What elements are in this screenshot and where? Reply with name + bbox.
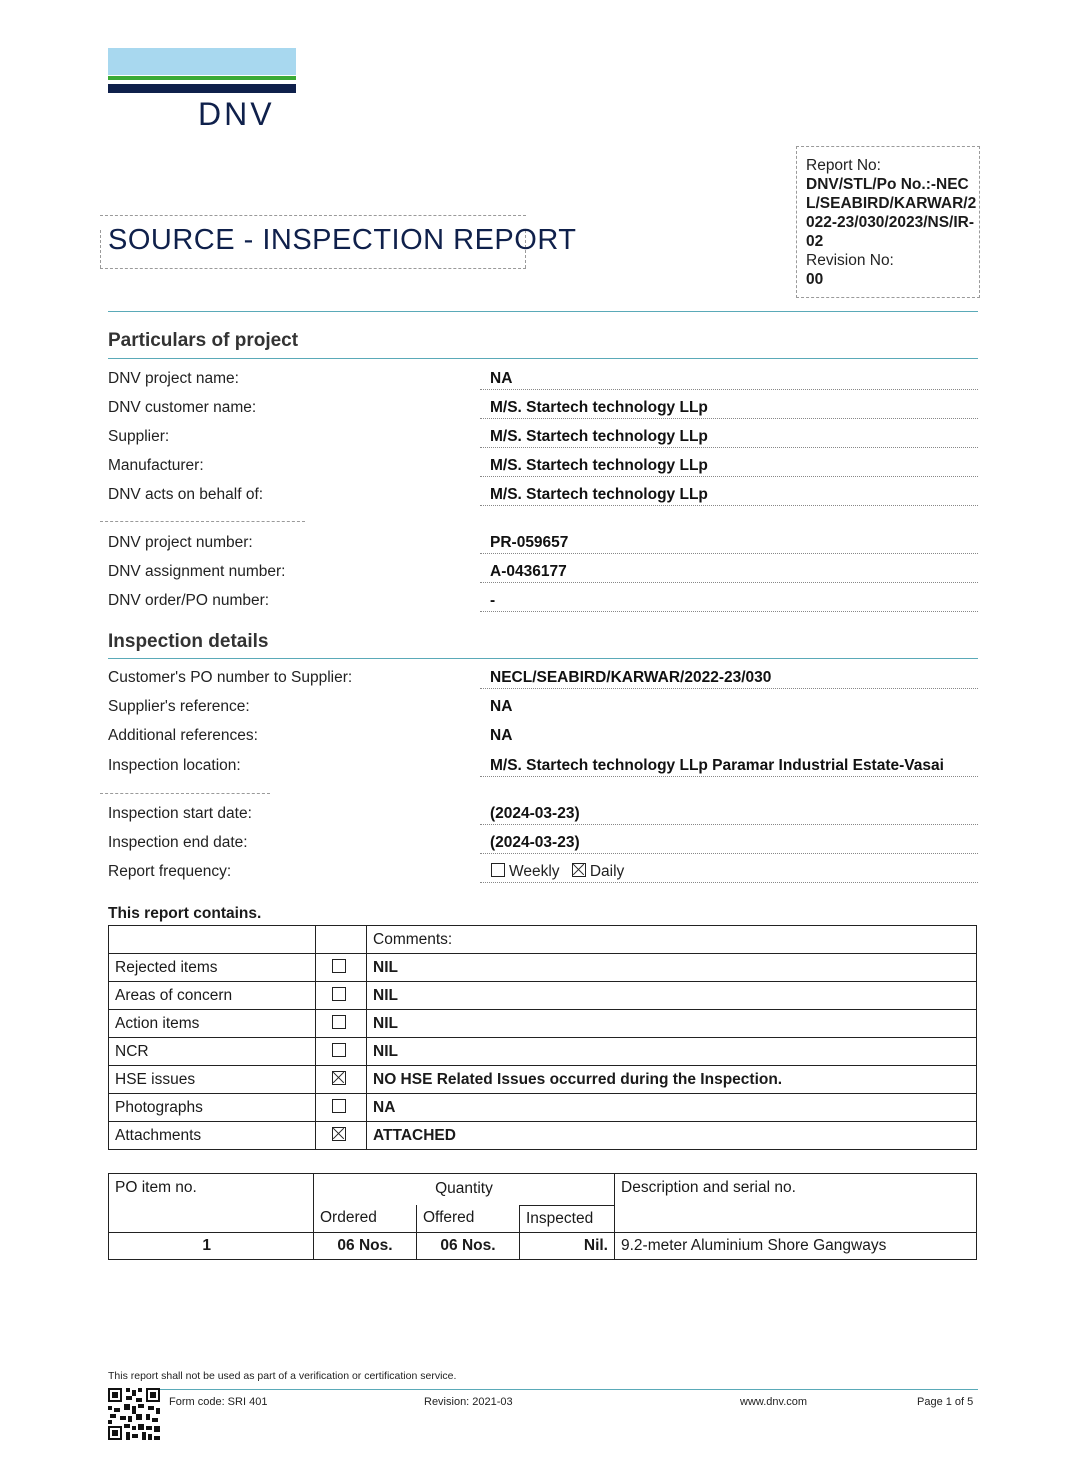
field-underline [480, 853, 978, 854]
table-cell [316, 1066, 367, 1094]
field-underline [480, 582, 978, 583]
contents-row-comment: NIL [367, 1038, 977, 1066]
po-item-table [108, 1173, 977, 1260]
footer-form-code: Form code: SRI 401 [169, 1396, 268, 1408]
project-name-label: DNV project name: [108, 370, 239, 387]
project-section-divider [108, 358, 978, 359]
inspected-quantity: Nil. [520, 1232, 615, 1259]
field-underline [480, 476, 978, 477]
field-underline [480, 688, 978, 689]
report-contents-table [108, 925, 977, 1150]
contents-row-comment: NO HSE Related Issues occurred during the Inspection. [367, 1066, 977, 1094]
order-po-number-label: DNV order/PO number: [108, 592, 270, 609]
table-cell [316, 982, 367, 1010]
description-header: Description and serial no. [615, 1174, 977, 1206]
contents-row-label: Action items [109, 1010, 316, 1038]
start-date-value: (2024-03-23) [490, 805, 580, 822]
item-description: 9.2-meter Aluminium Shore Gangways [615, 1232, 977, 1259]
end-date-value: (2024-03-23) [490, 834, 580, 851]
additional-references-label: Additional references: [108, 727, 258, 744]
inspection-location-label: Inspection location: [108, 757, 241, 774]
table-row [109, 1066, 977, 1094]
inspection-location-value: M/S. Startech technology LLp Paramar Industrial Estate-Vasai [490, 757, 944, 774]
inspection-section-heading: Inspection details [108, 631, 269, 652]
customer-name-value: M/S. Startech technology LLp [490, 399, 708, 416]
field-underline [480, 389, 978, 390]
table-cell [316, 954, 367, 982]
field-underline [480, 611, 978, 612]
start-date-label: Inspection start date: [108, 805, 252, 822]
qr-code-icon [108, 1388, 160, 1440]
supplier-label: Supplier: [108, 428, 170, 445]
supplier-reference-value: NA [490, 698, 513, 715]
supplier-value: M/S. Startech technology LLp [490, 428, 708, 445]
checkbox-icon[interactable] [332, 1099, 346, 1113]
frequency-weekly-option[interactable] [491, 863, 564, 880]
supplier-reference-label: Supplier's reference: [108, 698, 250, 715]
acts-on-behalf-label: DNV acts on behalf of: [108, 486, 264, 503]
manufacturer-label: Manufacturer: [108, 457, 204, 474]
checkbox-icon[interactable] [332, 959, 346, 973]
report-info [806, 156, 978, 289]
offered-header: Offered [417, 1205, 520, 1232]
end-date-label: Inspection end date: [108, 834, 248, 851]
footer-page-number: Page 1 of 5 [917, 1396, 974, 1408]
report-no-label: Report No: [806, 157, 881, 174]
field-underline [480, 418, 978, 419]
contents-row-comment: ATTACHED [367, 1122, 977, 1150]
logo-bar-green [108, 76, 296, 80]
logo-text: DNV [198, 96, 275, 132]
contents-row-label: Rejected items [109, 954, 316, 982]
table-row [109, 1094, 977, 1122]
contents-row-comment: NIL [367, 954, 977, 982]
table-row [109, 1038, 977, 1066]
field-underline [480, 505, 978, 506]
inspection-section-divider [108, 658, 978, 659]
contents-row-comment: NA [367, 1094, 977, 1122]
footer-divider [160, 1389, 978, 1390]
table-cell [316, 1122, 367, 1150]
contents-row-comment: NIL [367, 1010, 977, 1038]
po-item-number: 1 [109, 1232, 314, 1259]
checkbox-icon[interactable] [332, 1127, 346, 1141]
logo-bar-navy [108, 84, 296, 93]
table-row [109, 982, 977, 1010]
field-underline [480, 553, 978, 554]
field-underline [480, 882, 978, 883]
checkbox-icon[interactable] [332, 1043, 346, 1057]
order-po-number-value: - [490, 592, 496, 609]
project-number-label: DNV project number: [108, 534, 253, 551]
group-separator [100, 521, 305, 522]
checkbox-icon[interactable] [332, 1015, 346, 1029]
field-underline [480, 824, 978, 825]
assignment-number-label: DNV assignment number: [108, 563, 286, 580]
table-cell [109, 1205, 314, 1232]
title-frame-left [100, 230, 101, 268]
table-row [109, 1122, 977, 1150]
checkbox-icon[interactable] [572, 863, 586, 877]
project-name-value: NA [490, 370, 513, 387]
footer-website[interactable]: www.dnv.com [740, 1396, 808, 1408]
frequency-daily-option[interactable] [572, 863, 624, 880]
table-header-row [109, 1174, 977, 1206]
title-frame-bottom [100, 268, 526, 269]
table-row [109, 1232, 977, 1259]
ordered-header: Ordered [314, 1205, 417, 1232]
customer-po-value: NECL/SEABIRD/KARWAR/2022-23/030 [490, 669, 772, 686]
assignment-number-value: A-0436177 [490, 563, 567, 580]
checkbox-icon[interactable] [332, 987, 346, 1001]
group-separator [100, 793, 270, 794]
customer-po-label: Customer's PO number to Supplier: [108, 669, 353, 686]
contents-row-comment: NIL [367, 982, 977, 1010]
inspected-header: Inspected [520, 1205, 615, 1232]
additional-references-value: NA [490, 727, 513, 744]
manufacturer-value: M/S. Startech technology LLp [490, 457, 708, 474]
offered-quantity: 06 Nos. [417, 1232, 520, 1259]
customer-name-label: DNV customer name: [108, 399, 257, 416]
comments-header: Comments: [367, 926, 977, 954]
quantity-header: Quantity [314, 1174, 615, 1206]
checkbox-icon[interactable] [491, 863, 505, 877]
acts-on-behalf-value: M/S. Startech technology LLp [490, 486, 708, 503]
title-frame-top [100, 215, 526, 216]
field-underline [480, 447, 978, 448]
project-section-heading: Particulars of project [108, 330, 299, 351]
report-frequency-label: Report frequency: [108, 863, 232, 880]
ordered-quantity: 06 Nos. [314, 1232, 417, 1259]
table-row [109, 1010, 977, 1038]
table-cell [316, 1094, 367, 1122]
contents-row-label: Areas of concern [109, 982, 316, 1010]
frequency-daily-label: Daily [589, 863, 625, 880]
contents-row-label: NCR [109, 1038, 316, 1066]
table-cell [316, 926, 367, 954]
document-title: SOURCE - INSPECTION REPORT [108, 224, 577, 256]
frequency-weekly-label: Weekly [509, 863, 560, 880]
footer-revision: Revision: 2021-03 [424, 1396, 513, 1408]
table-cell [316, 1010, 367, 1038]
table-cell [109, 926, 316, 954]
footer-disclaimer: This report shall not be used as part of a verification or certification service. [108, 1370, 457, 1382]
contents-row-label: Attachments [109, 1122, 316, 1150]
table-header-row [109, 926, 977, 954]
po-item-header: PO item no. [109, 1174, 314, 1206]
field-underline [480, 776, 978, 777]
contents-row-label: Photographs [109, 1094, 316, 1122]
report-frequency-options [491, 863, 624, 881]
report-no-value: DNV/STL/Po No.:-NECL/SEABIRD/KARWAR/2022-23/030/2023/NS/IR-02 [806, 176, 977, 250]
project-number-value: PR-059657 [490, 534, 569, 551]
table-cell [615, 1205, 977, 1232]
table-cell [316, 1038, 367, 1066]
table-row [109, 954, 977, 982]
report-contains-heading: This report contains. [108, 905, 262, 922]
contents-row-label: HSE issues [109, 1066, 316, 1094]
revision-no-label: Revision No: [806, 252, 894, 269]
table-subheader-row [109, 1205, 977, 1232]
checkbox-icon[interactable] [332, 1071, 346, 1085]
revision-no-value: 00 [806, 271, 824, 288]
header-divider [108, 311, 978, 312]
logo-bar-light-blue [108, 48, 296, 75]
